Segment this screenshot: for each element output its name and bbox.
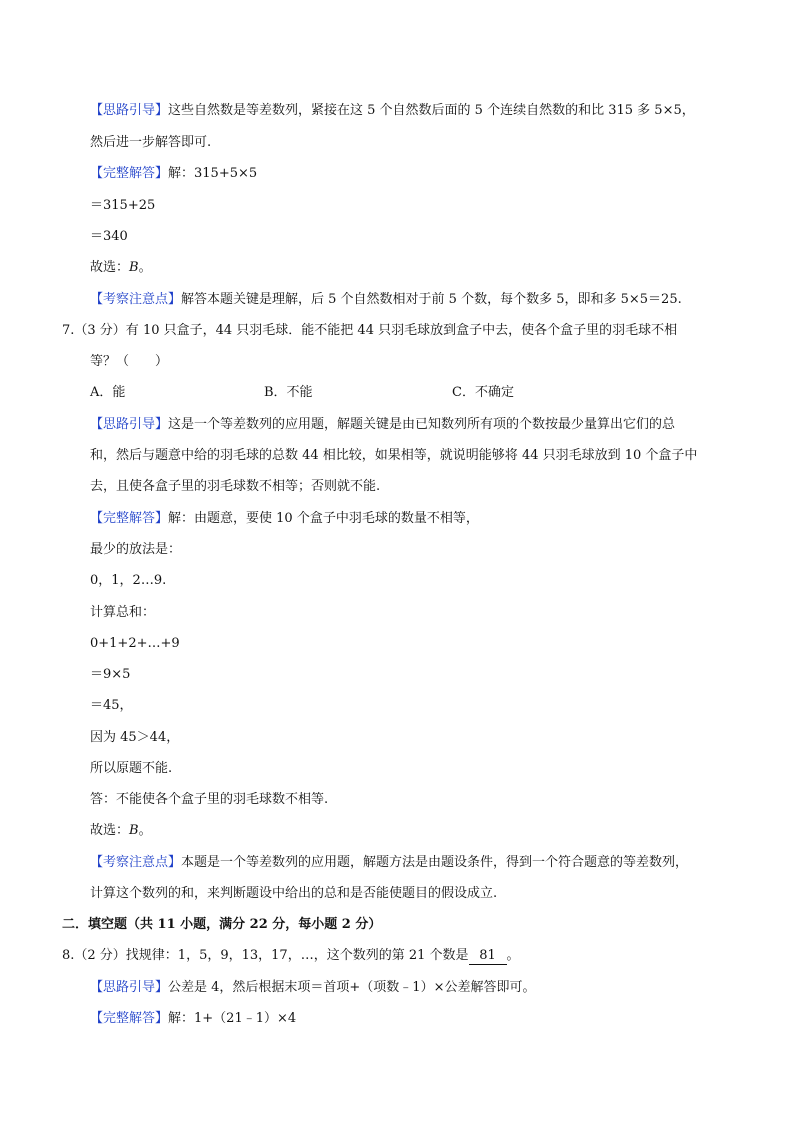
text-line: 答：不能使各个盒子里的羽毛球数不相等. [90,792,329,807]
text-line: ＝9×5 [90,667,131,682]
hint-tag: 【思路引导】 [90,980,169,995]
answer-line: 故选：B。 [90,260,152,275]
solution-tag: 【完整解答】 [90,511,169,526]
option-b: B．不能 [264,385,313,400]
text-line: 最少的放法是： [90,542,182,557]
text-line: ＝45， [90,698,133,713]
text-line: 和，然后与题意中给的羽毛球的总数 44 相比较，如果相等，就说明能够将 44 只羽毛球放到 10 个盒子中 [90,448,698,463]
text-line: 0+1+2+…+9 [90,636,180,651]
options-row [90,384,690,402]
solution-tag: 【完整解答】 [90,166,169,181]
solution-line: 【完整解答】解：315+5×5 [90,166,258,181]
section-heading: 二．填空题（共 11 小题，满分 22 分，每小题 2 分） [62,917,382,932]
note-line: 【考察注意点】解答本题关键是理解，后 5 个自然数相对于前 5 个数，每个数多 5，即和多 5×5＝25. [90,292,682,307]
solution-line: 【完整解答】解：由题意，要使 10 个盒子中羽毛球的数量不相等， [90,511,479,526]
answer-line: 故选：B。 [90,823,152,838]
hint-tag: 【思路引导】 [90,103,169,118]
option-c: C．不确定 [452,385,514,400]
solution-line: 【完整解答】解：1+（21﹣1）×4 [90,1011,297,1026]
hint-line: 【思路引导】公差是 4，然后根据末项＝首项+（项数﹣1）×公差解答即可。 [90,980,536,995]
hint-tag: 【思路引导】 [90,417,169,432]
hint-line: 【思路引导】这些自然数是等差数列，紧接在这 5 个自然数后面的 5 个连续自然数的和比 315 多 5×5， [90,103,695,118]
note-tag: 【考察注意点】 [90,855,182,870]
text-line: 因为 45＞44， [90,730,180,745]
answer-blank: 81 [469,948,507,965]
question-7: 7.（3 分）有 10 只盒子，44 只羽毛球．能不能把 44 只羽毛球放到盒子中去，使各个盒子里的羽毛球不相 [62,323,678,338]
text-line: 所以原题不能. [90,761,173,776]
text-line: 0，1，2…9. [90,573,167,588]
note-tag: 【考察注意点】 [90,292,182,307]
note-line: 【考察注意点】本题是一个等差数列的应用题，解题方法是由题设条件，得到一个符合题意的等差数列， [90,855,689,870]
hint-line: 【思路引导】这是一个等差数列的应用题，解题关键是由已知数列所有项的个数按最少量算出它们的总 [90,417,676,432]
question-7-cont: 等？（ ） [90,354,169,369]
question-8: 8.（2 分）找规律：1，5，9，13，17，…，这个数列的第 21 个数是 81 。 [62,948,520,963]
text-line: ＝340 [90,229,128,244]
solution-tag: 【完整解答】 [90,1011,169,1026]
text-line: 去，且使各盒子里的羽毛球数不相等；否则就不能. [90,479,381,494]
option-a: A．能 [90,385,126,400]
text-line: ＝315+25 [90,198,156,213]
text-line: 计算总和： [90,605,156,620]
text-line: 计算这个数列的和，来判断题设中给出的总和是否能使题目的假设成立. [90,886,498,901]
text-line: 然后进一步解答即可. [90,135,212,150]
